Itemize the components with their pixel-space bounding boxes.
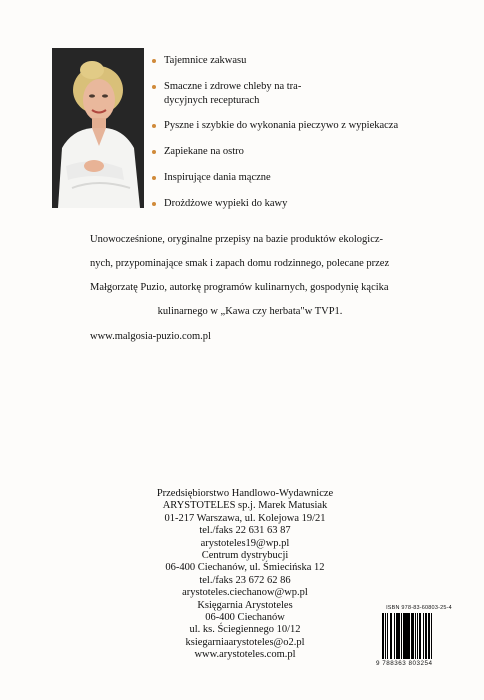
feature-text: Inspirujące dania mączne bbox=[164, 172, 271, 183]
publisher-phone: tel./faks 22 631 63 87 bbox=[199, 525, 291, 537]
distribution-phone: tel./faks 23 672 62 86 bbox=[199, 574, 291, 586]
feature-item bbox=[152, 80, 452, 108]
barcode-bars bbox=[382, 613, 462, 659]
publisher-info bbox=[130, 488, 360, 662]
feature-text: Zapiekane na ostro bbox=[164, 146, 244, 157]
book-description bbox=[90, 228, 410, 324]
isbn-label: ISBN 978-83-60803-25-4 bbox=[386, 605, 452, 611]
description-line: kulinarnego w „Kawa czy herbata"w TVP1. bbox=[157, 306, 343, 317]
feature-item bbox=[152, 171, 452, 185]
feature-text: Pyszne i szybkie do wykonania pieczywo z wypiekacza bbox=[164, 120, 399, 131]
feature-text: Drożdżowe wypieki do kawy bbox=[164, 198, 288, 209]
publisher-address: 01-217 Warszawa, ul. Kolejowa 19/21 bbox=[164, 512, 326, 524]
bookstore-street: ul. ks. Ściegiennego 10/12 bbox=[189, 624, 301, 636]
publisher-company: ARYSTOTELES sp.j. Marek Matusiak bbox=[162, 500, 328, 512]
author-website: www.malgosia-puzio.com.pl bbox=[90, 331, 211, 342]
author-portrait-image bbox=[52, 48, 144, 208]
distribution-email: arystoteles.ciechanow@wp.pl bbox=[182, 587, 308, 599]
feature-item bbox=[152, 119, 452, 133]
feature-text-continued: dycyjnych recepturach bbox=[164, 95, 260, 106]
feature-text: Smaczne i zdrowe chleby na tra- bbox=[164, 81, 302, 92]
bookstore-city: 06-400 Ciechanów bbox=[205, 612, 285, 624]
publisher-name: Przedsiębiorstwo Handlowo-Wydawnicze bbox=[156, 488, 334, 499]
bookstore-website: www.arystoteles.com.pl bbox=[194, 649, 296, 661]
feature-item bbox=[152, 54, 452, 68]
features-list bbox=[152, 54, 452, 223]
feature-item bbox=[152, 145, 452, 159]
barcode-digits: 9 788363 803254 bbox=[376, 660, 433, 667]
bookstore-title: Księgarnia Arystoteles bbox=[197, 599, 293, 611]
bookstore-email: ksiegarniaarystoteles@o2.pl bbox=[185, 636, 305, 648]
publisher-email: arystoteles19@wp.pl bbox=[200, 537, 290, 549]
distribution-title: Centrum dystrybucji bbox=[201, 550, 289, 562]
feature-text: Tajemnice zakwasu bbox=[164, 55, 247, 66]
barcode-bar bbox=[432, 613, 434, 659]
description-line: Małgorzatę Puzio, autorkę programów kulinarnych, gospodynię kącika bbox=[90, 282, 389, 293]
description-line: Unowocześnione, oryginalne przepisy na bazie produktów ekologicz- bbox=[90, 234, 384, 245]
distribution-address: 06-400 Ciechanów, ul. Śmiecińska 12 bbox=[165, 562, 325, 574]
author-photo bbox=[52, 48, 144, 208]
isbn-barcode bbox=[376, 604, 462, 670]
description-line: nych, przypominające smak i zapach domu rodzinnego, polecane przez bbox=[90, 258, 390, 269]
feature-item bbox=[152, 197, 452, 211]
